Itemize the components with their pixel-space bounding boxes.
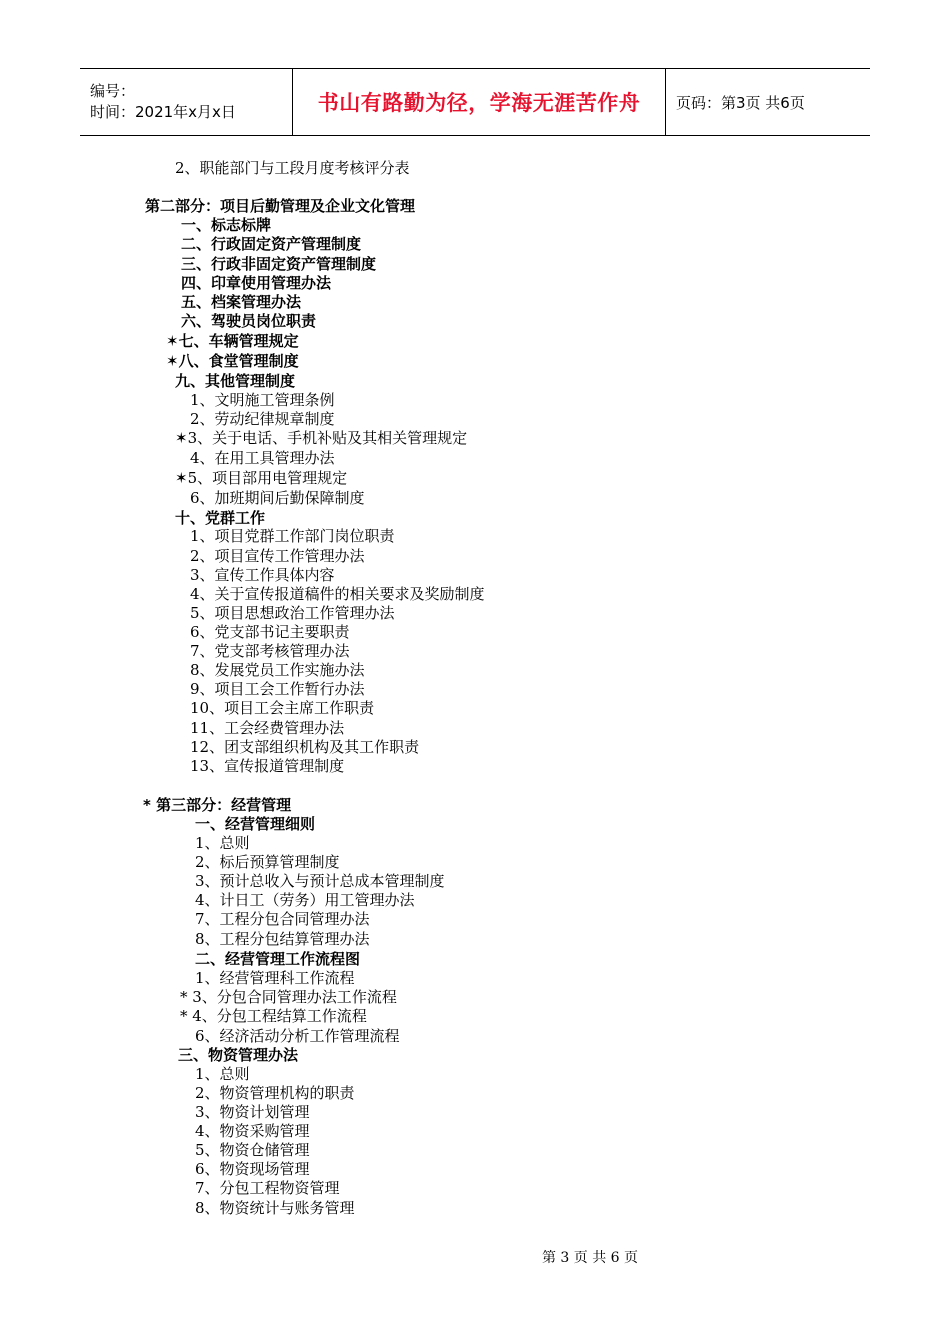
outline-item: * 4、分包工程结算工作流程 [180, 1007, 367, 1025]
outline-item: 9、项目工会工作暂行办法 [190, 680, 365, 698]
header-meta [80, 69, 293, 136]
outline-item: 6、党支部书记主要职责 [190, 623, 350, 641]
outline-item: 1、项目党群工作部门岗位职责 [190, 527, 395, 545]
outline-heading: ✶八、食堂管理制度 [166, 352, 299, 370]
outline-heading: ✶七、车辆管理规定 [166, 332, 299, 350]
page-footer: 第 3 页 共 6 页 [541, 1250, 639, 1266]
outline-heading: 二、行政固定资产管理制度 [181, 235, 362, 253]
outline-item: ✶5、项目部用电管理规定 [175, 469, 348, 487]
outline-item: 3、物资计划管理 [195, 1103, 310, 1121]
outline-item: 8、物资统计与账务管理 [195, 1199, 355, 1217]
outline-heading: 第二部分：项目后勤管理及企业文化管理 [145, 197, 416, 215]
document-date: 时间：2021年x月x日 [90, 103, 236, 121]
outline-heading: 二、经营管理工作流程图 [195, 950, 361, 968]
outline-item: 4、关于宣传报道稿件的相关要求及奖励制度 [190, 585, 485, 603]
outline-heading: 三、物资管理办法 [178, 1046, 299, 1064]
document-number-label: 编号： [90, 82, 136, 100]
outline-item: 6、物资现场管理 [195, 1160, 310, 1178]
outline-heading: 三、行政非固定资产管理制度 [181, 255, 377, 273]
outline-item: 2、劳动纪律规章制度 [190, 410, 335, 428]
outline-item: 2、项目宣传工作管理办法 [190, 547, 365, 565]
outline-heading: 五、档案管理办法 [181, 293, 302, 311]
outline-item: 12、团支部组织机构及其工作职责 [190, 738, 420, 756]
outline-heading: 十、党群工作 [175, 509, 266, 527]
outline-heading: 六、驾驶员岗位职责 [181, 312, 317, 330]
outline-heading: 四、印章使用管理办法 [181, 274, 332, 292]
outline-item: 8、工程分包结算管理办法 [195, 930, 370, 948]
outline-item: 2、职能部门与工段月度考核评分表 [175, 159, 410, 177]
outline-item: 1、总则 [195, 1065, 250, 1083]
header-page-info: 页码：第3页 共6页 [666, 69, 871, 136]
outline-heading: 一、经营管理细则 [195, 815, 316, 833]
outline-item: 6、经济活动分析工作管理流程 [195, 1027, 400, 1045]
outline-item: 7、党支部考核管理办法 [190, 642, 350, 660]
outline-item: 11、工会经费管理办法 [190, 719, 345, 737]
page-header [80, 68, 870, 136]
outline-item: 4、物资采购管理 [195, 1122, 310, 1140]
outline-item: 7、分包工程物资管理 [195, 1179, 340, 1197]
outline-item: 3、预计总收入与预计总成本管理制度 [195, 872, 445, 890]
outline-item: 10、项目工会主席工作职责 [190, 699, 375, 717]
outline-item: 4、在用工具管理办法 [190, 449, 335, 467]
outline-item: 5、项目思想政治工作管理办法 [190, 604, 395, 622]
outline-item: 1、文明施工管理条例 [190, 391, 335, 409]
outline-item: ✶3、关于电话、手机补贴及其相关管理规定 [175, 429, 468, 447]
outline-heading: * 第三部分：经营管理 [143, 796, 292, 814]
outline-item: 2、标后预算管理制度 [195, 853, 340, 871]
outline-item: 2、物资管理机构的职责 [195, 1084, 355, 1102]
outline-heading: 九、其他管理制度 [175, 372, 296, 390]
outline-item: 13、宣传报道管理制度 [190, 757, 345, 775]
outline-item: 1、总则 [195, 834, 250, 852]
outline-item: * 3、分包合同管理办法工作流程 [180, 988, 397, 1006]
outline-item: 4、计日工（劳务）用工管理办法 [195, 891, 415, 909]
outline-heading: 一、标志标牌 [181, 216, 272, 234]
header-motto: 书山有路勤为径，学海无涯苦作舟 [293, 69, 666, 136]
outline-item: 6、加班期间后勤保障制度 [190, 489, 365, 507]
outline-item: 1、经营管理科工作流程 [195, 969, 355, 987]
outline-item: 8、发展党员工作实施办法 [190, 661, 365, 679]
outline-item: 5、物资仓储管理 [195, 1141, 310, 1159]
outline-item: 7、工程分包合同管理办法 [195, 910, 370, 928]
outline-item: 3、宣传工作具体内容 [190, 566, 335, 584]
